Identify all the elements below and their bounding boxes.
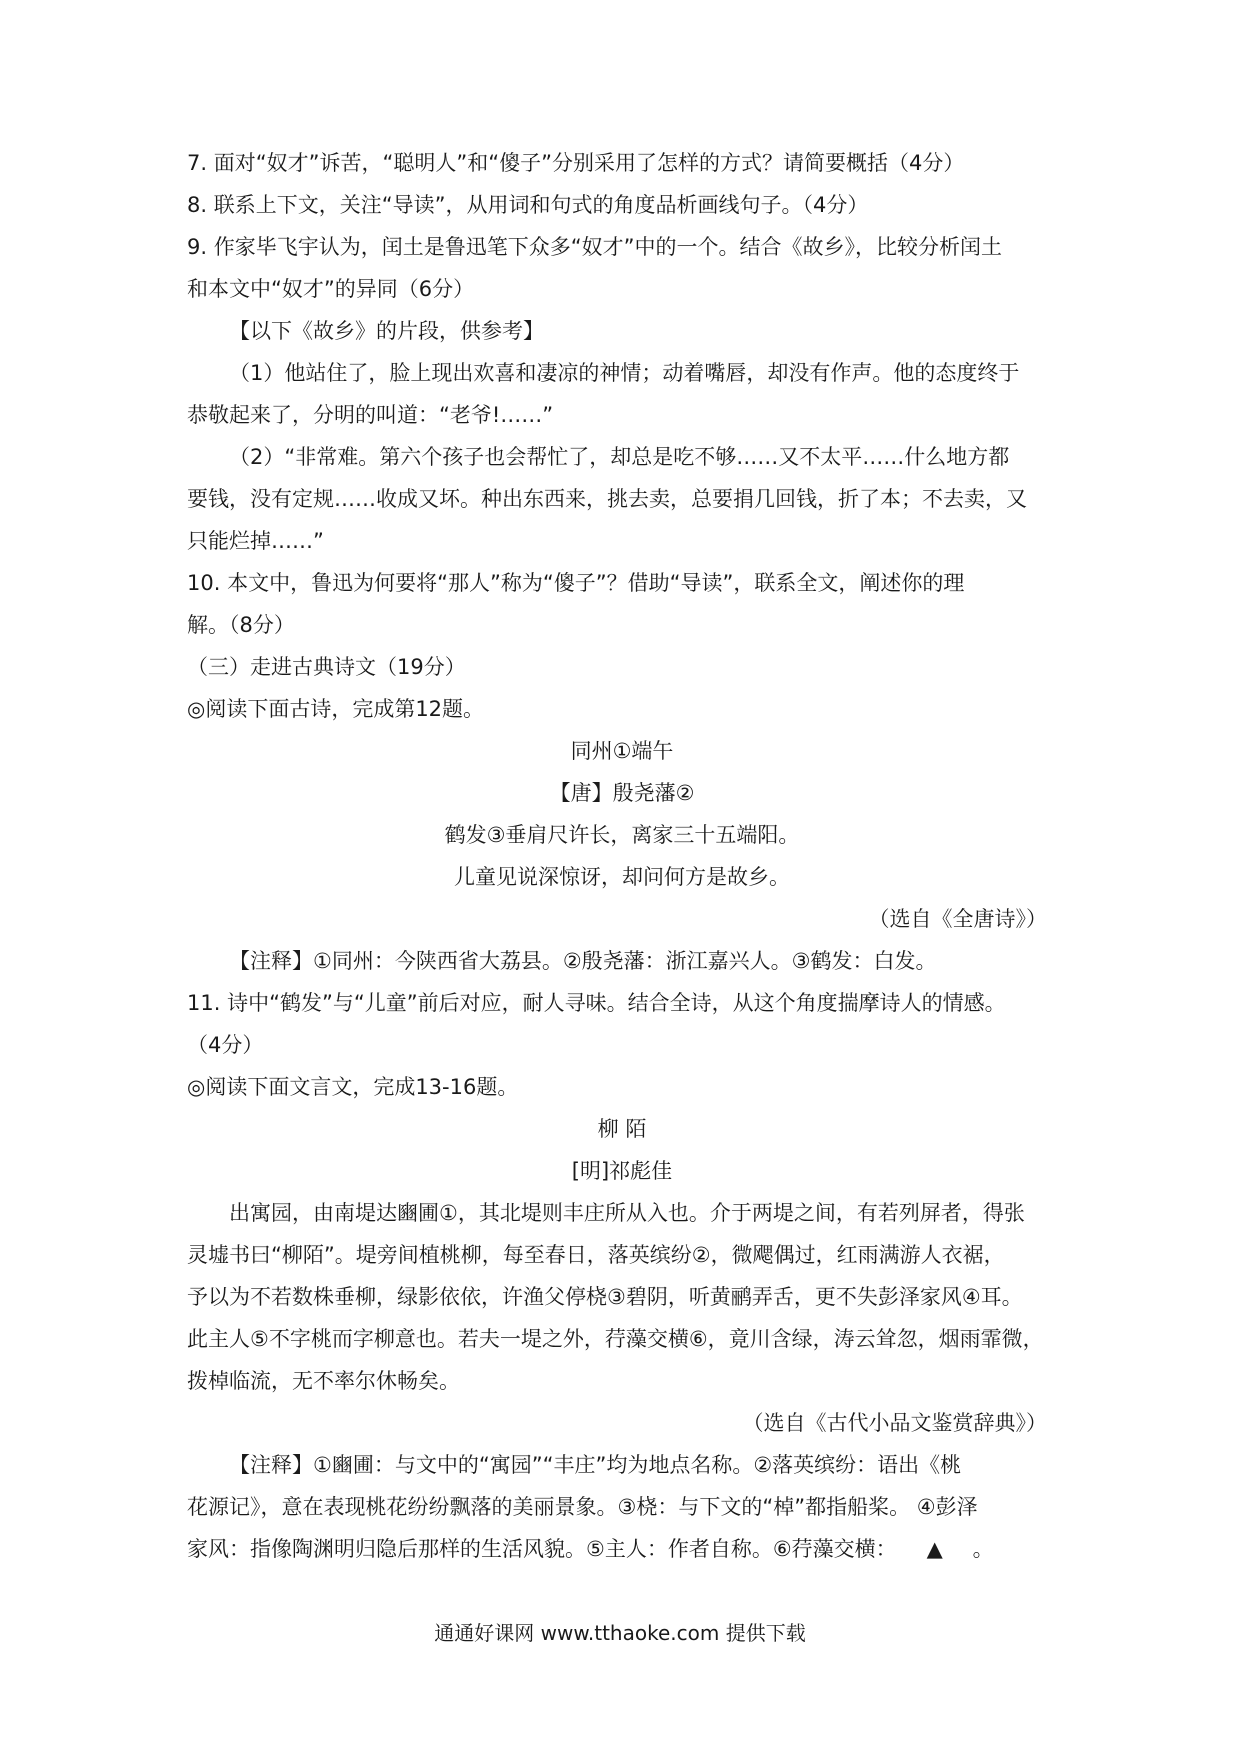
prose-source: （选自《古代小品文鉴赏辞典》）	[742, 1411, 1047, 1435]
poem-notes: 【注释】①同州：今陕西省大荔县。②殷尧藩：浙江嘉兴人。③鹤发：白发。	[229, 949, 937, 973]
reference-2-line-1: （2）“非常难。第六个孩子也会帮忙了，却总是吃不够……又不太平……什么地方都	[229, 445, 1010, 469]
question-8: 8. 联系上下文，关注“导读”，从用词和句式的角度品析画线句子。（4分）	[187, 193, 869, 217]
poem-intro: ◎阅读下面古诗，完成第12题。	[187, 697, 485, 721]
prose-line-1: 出寓园，由南堤达豳圃①，其北堤则丰庄所从入也。介于两堤之间，有若列屏者，得张	[229, 1201, 1025, 1225]
poem-title: 同州①端午	[570, 739, 674, 763]
prose-line-5: 拨棹临流，无不率尔休畅矣。	[187, 1369, 460, 1393]
prose-intro: ◎阅读下面文言文，完成13-16题。	[187, 1075, 519, 1099]
prose-notes-line-3-end: 。	[972, 1537, 994, 1561]
reference-2-line-2: 要钱，没有定规……收成又坏。种出东西来，挑去卖，总要捐几回钱，折了本；不去卖，又	[187, 487, 1027, 511]
question-9-line-1: 9. 作家毕飞宇认为，闰土是鲁迅笔下众多“奴才”中的一个。结合《故乡》，比较分析闰土	[187, 235, 1002, 259]
prose-notes-line-3	[187, 1528, 1057, 1570]
prose-notes-line-3-text: 家风：指像陶渊明归隐后那样的生活风貌。⑤主人：作者自称。⑥荇藻交横：	[187, 1537, 897, 1561]
prose-title: 柳 陌	[597, 1117, 647, 1141]
prose-line-3: 予以为不若数株垂柳，绿影依依，许渔父停桡③碧阴，听黄鹂弄舌，更不失彭泽家风④耳。	[187, 1285, 1023, 1309]
reference-1-line-2: 恭敬起来了，分明的叫道：“老爷!……”	[187, 403, 554, 427]
question-11-line-2: （4分）	[187, 1033, 264, 1057]
question-11-line-1: 11. 诗中“鹤发”与“儿童”前后对应，耐人寻味。结合全诗，从这个角度揣摩诗人的情感。	[187, 991, 1006, 1015]
section-3-heading: （三）走进古典诗文（19分）	[187, 655, 466, 679]
prose-author: [明]祁彪佳	[571, 1159, 673, 1183]
prose-notes-line-2: 花源记》，意在表现桃花纷纷飘落的美丽景象。③桡：与下文的“棹”都指船桨。 ④彭泽	[187, 1495, 978, 1519]
poem-line-2: 儿童见说深惊讶，却问何方是故乡。	[454, 865, 790, 889]
question-7: 7. 面对“奴才”诉苦，“聪明人”和“傻子”分别采用了怎样的方式？请简要概括（4分）	[187, 151, 965, 175]
question-10-line-2: 解。（8分）	[187, 613, 295, 637]
question-10-line-1: 10. 本文中，鲁迅为何要将“那人”称为“傻子”？借助“导读”，联系全文，阐述你的理	[187, 571, 965, 595]
answer-blank: ▲	[897, 1528, 973, 1570]
reference-1-line-1: （1）他站住了，脸上现出欢喜和凄凉的神情；动着嘴唇，却没有作声。他的态度终于	[229, 361, 1020, 385]
prose-line-4: 此主人⑤不字桃而字柳意也。若夫一堤之外，荇藻交横⑥，竟川含绿，涛云耸忽，烟雨霏微，	[187, 1327, 1044, 1351]
poem-line-1: 鹤发③垂肩尺许长，离家三十五端阳。	[444, 823, 800, 847]
reference-2-line-3: 只能烂掉……”	[187, 529, 324, 553]
prose-notes-line-1: 【注释】①豳圃：与文中的“寓园”“丰庄”均为地点名称。②落英缤纷：语出《桃	[229, 1453, 962, 1477]
poem-author: 【唐】殷尧藩②	[549, 781, 695, 805]
question-9-line-2: 和本文中“奴才”的异同（6分）	[187, 277, 475, 301]
page-content	[187, 142, 1057, 1570]
prose-line-2: 灵墟书曰“柳陌”。堤旁间植桃柳，每至春日，落英缤纷②，微飔偶过，红雨满游人衣裾，	[187, 1243, 1005, 1267]
poem-source: （选自《全唐诗》）	[868, 907, 1047, 931]
footer-text: 通通好课网 www.tthaoke.com 提供下载	[434, 1621, 806, 1645]
reference-title: 【以下《故乡》的片段，供参考】	[229, 319, 544, 343]
